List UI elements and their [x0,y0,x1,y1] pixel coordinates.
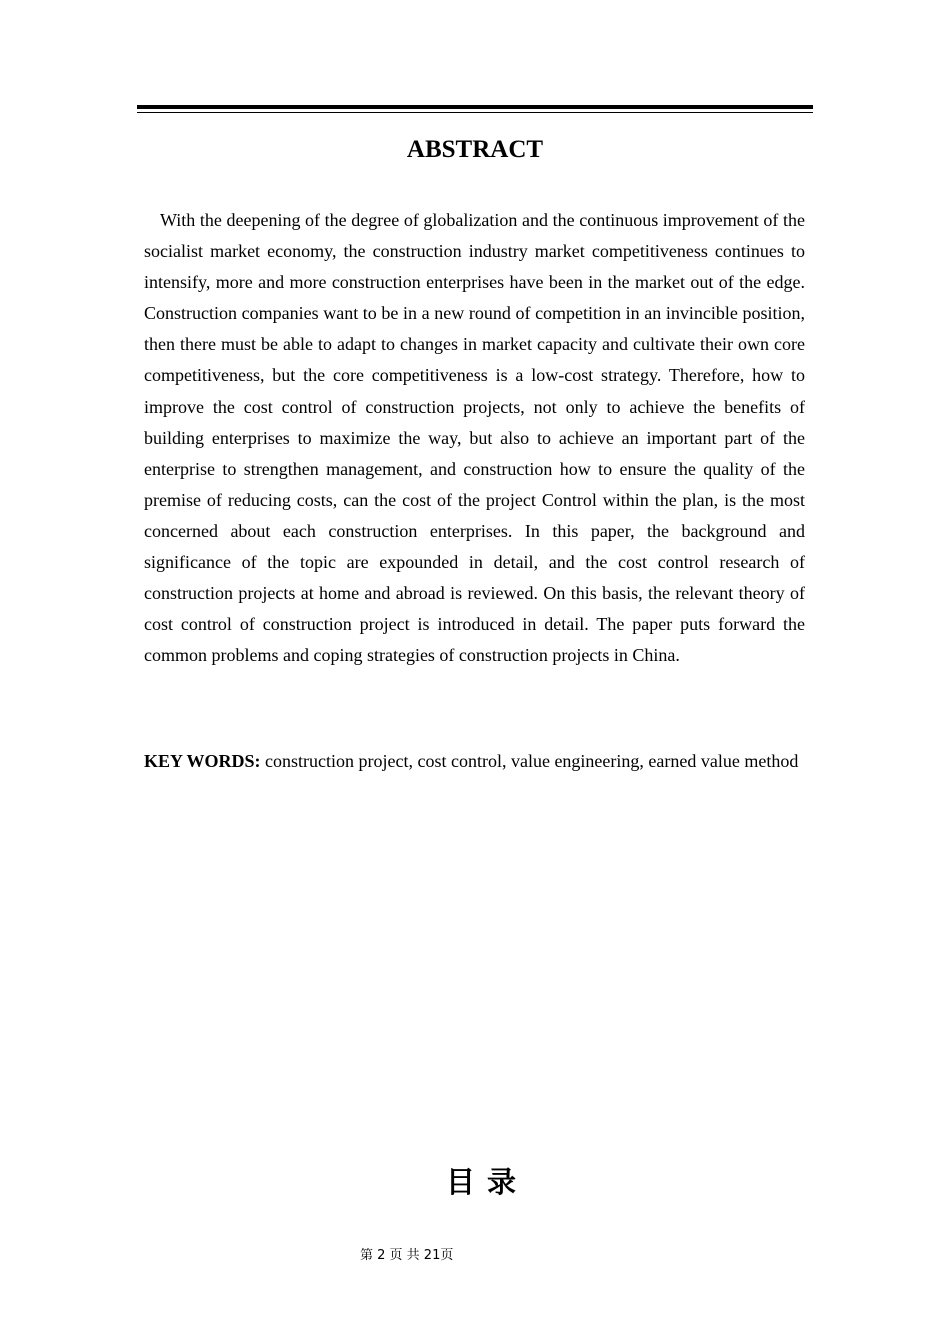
keywords-paragraph [144,740,805,782]
toc-heading: 目录 [445,1165,528,1199]
keywords-text: construction project, cost control, value engineering, earned value method [260,751,799,771]
keywords-label: KEY WORDS: [144,751,261,771]
header-rule-thick [137,105,813,109]
header-rule-thin [137,112,813,113]
abstract-title: ABSTRACT [406,136,544,163]
abstract-body: With the deepening of the degree of globalization and the continuous improvement of the socialist market economy, the construction industry market competitiveness continues to intensify, more and more construction enterprises have been in the market out of the edge. Construction companies want to be in a new round of competition in an invincible position, then there must be able to adapt to changes in market capacity and cultivate their own core competitiveness, but the core competitiveness is a low-cost strategy. Therefore, how to improve the cost control of construction projects, not only to achieve the benefits of building enterprises to maximize the way, but also to achieve an important part of the enterprise to strengthen management, and construction how to ensure the quality of the premise of reducing costs, can the cost of the project Control within the plan, is the most concerned about each construction enterprises. In this paper, the background and significance of the topic are expounded in detail, and the cost control research of construction projects at home and abroad is reviewed. On this basis, the relevant theory of cost control of construction project is introduced in detail. The paper puts forward the common problems and coping strategies of construction projects in China. [144,210,805,666]
page-footer: 第 2 页 共 21页 [360,1248,454,1263]
